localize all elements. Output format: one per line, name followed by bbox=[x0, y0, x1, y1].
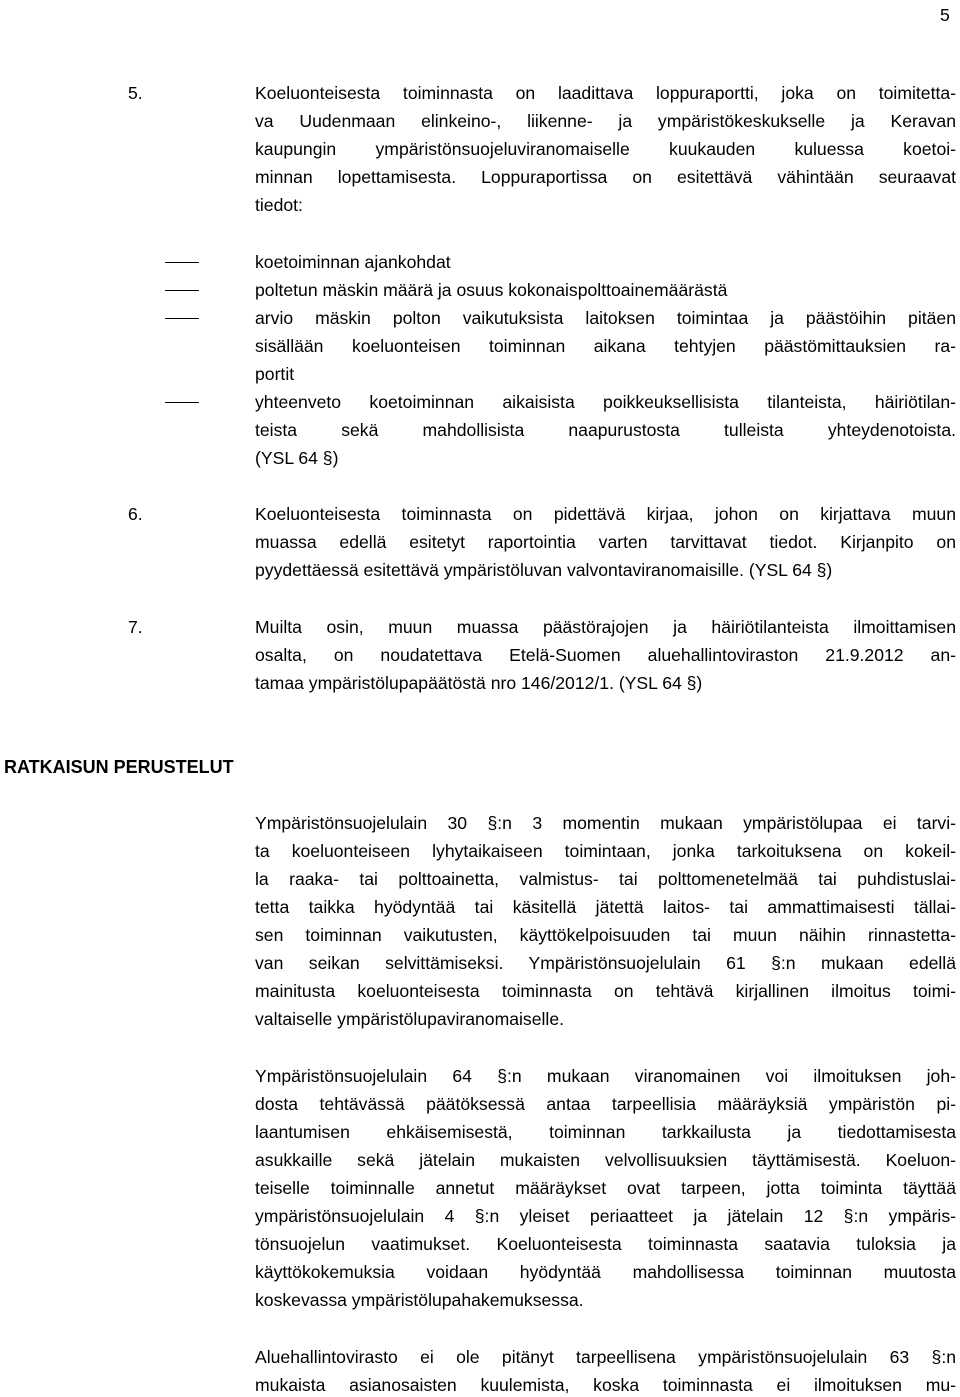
text-line: tiedot: bbox=[255, 195, 303, 215]
bullet-text: sisällään koeluonteisen toiminnan aikana tehtyjen päästömittauksien ra- bbox=[255, 336, 956, 356]
text-line: valtaiselle ympäristölupaviranomaiselle. bbox=[255, 1009, 565, 1029]
text-line: muassa edellä esitetyt raportointia varten tarvittavat tiedot. Kirjanpito on bbox=[255, 532, 956, 552]
text-line: asukkaille sekä jätelain mukaisten velvollisuuksien täyttämisestä. Koeluon- bbox=[255, 1150, 956, 1170]
bullet-text: koetoiminnan ajankohdat bbox=[255, 252, 451, 272]
text-line: tamaa ympäristölupapäätöstä nro 146/2012/1. (YSL 64 §) bbox=[255, 673, 703, 693]
text-line: osalta, on noudatettava Etelä-Suomen aluehallintoviraston 21.9.2012 an- bbox=[255, 645, 956, 665]
text-line: mukaista asianosaisten kuulemista, koska toiminnasta ei ilmoituksen mu- bbox=[255, 1375, 956, 1395]
text-line: tetta taikka hyödyntää tai käsitellä jätettä laitos- tai ammattimaisesti tällai- bbox=[255, 897, 956, 917]
text-line: Ympäristönsuojelulain 30 §:n 3 momentin mukaan ympäristölupaa ei tarvi- bbox=[255, 813, 956, 833]
bullet-text: portit bbox=[255, 364, 295, 384]
text-line: kaupungin ympäristönsuojeluviranomaiselle kuukauden kuluessa koetoi- bbox=[255, 139, 956, 159]
text-line: tönsuojelun vaatimukset. Koeluonteisesta toiminnasta saatavia tuloksia ja bbox=[255, 1234, 956, 1254]
text-line: mainitusta koeluonteisesta toiminnasta on tehtävä kirjallinen ilmoitus toimi- bbox=[255, 981, 956, 1001]
text-line: koskevassa ympäristölupahakemuksessa. bbox=[255, 1290, 584, 1310]
bullet-dash bbox=[165, 262, 199, 263]
text-line: pyydettäessä esitettävä ympäristöluvan valvontaviranomaisille. (YSL 64 §) bbox=[255, 560, 833, 580]
text-line: käyttökokemuksia voidaan hyödyntää mahdollisessa toiminnan muutosta bbox=[255, 1262, 956, 1282]
item-number: 6. bbox=[128, 504, 143, 524]
bullet-text: teista sekä mahdollisista naapurustosta tulleista yhteydenotoista. bbox=[255, 420, 956, 440]
text-line: Aluehallintovirasto ei ole pitänyt tarpeellisena ympäristönsuojelulain 63 §:n bbox=[255, 1347, 956, 1367]
text-line: Koeluonteisesta toiminnasta on pidettävä kirjaa, johon on kirjattava muun bbox=[255, 504, 956, 524]
text-line: la raaka- tai polttoainetta, valmistus- tai polttomenetelmää tai puhdistuslai- bbox=[255, 869, 956, 889]
text-line: Ympäristönsuojelulain 64 §:n mukaan viranomainen voi ilmoituksen joh- bbox=[255, 1066, 956, 1086]
bullet-text: poltetun mäskin määrä ja osuus kokonaispolttoainemäärästä bbox=[255, 280, 728, 300]
item-number: 7. bbox=[128, 617, 143, 637]
text-line: va Uudenmaan elinkeino-, liikenne- ja ympäristökeskukselle ja Keravan bbox=[255, 111, 956, 131]
text-line: Muilta osin, muun muassa päästörajojen ja häiriötilanteista ilmoittamisen bbox=[255, 617, 956, 637]
text-line: laantumisen ehkäisemisestä, toiminnan tarkkailusta ja tiedottamisesta bbox=[255, 1122, 956, 1142]
text-line: ympäristönsuojelulain 4 §:n yleiset periaatteet ja jätelain 12 §:n ympäris- bbox=[255, 1206, 956, 1226]
text-line: teiselle toiminnalle annetut määräykset ovat tarpeen, jotta toiminta täyttää bbox=[255, 1178, 956, 1198]
text-line: dosta tehtävässä päätöksessä antaa tarpeellisia määräyksiä ympäristön pi- bbox=[255, 1094, 956, 1114]
bullet-text: arvio mäskin polton vaikutuksista laitoksen toimintaa ja päästöihin pitäen bbox=[255, 308, 956, 328]
bullet-dash bbox=[165, 290, 199, 291]
item-number: 5. bbox=[128, 83, 143, 103]
bullet-dash bbox=[165, 402, 199, 403]
bullet-text: yhteenveto koetoiminnan aikaisista poikkeuksellisista tilanteista, häiriötilan- bbox=[255, 392, 956, 412]
text-line: minnan lopettamisesta. Loppuraportissa on esitettävä vähintään seuraavat bbox=[255, 167, 956, 187]
bullet-text: (YSL 64 §) bbox=[255, 448, 339, 468]
text-line: van seikan selvittämiseksi. Ympäristönsuojelulain 61 §:n mukaan edellä bbox=[255, 953, 956, 973]
bullet-dash bbox=[165, 318, 199, 319]
text-line: Koeluonteisesta toiminnasta on laadittava loppuraportti, joka on toimitetta- bbox=[255, 83, 956, 103]
section-heading: RATKAISUN PERUSTELUT bbox=[4, 757, 234, 777]
text-line: ta koeluonteiseen lyhytaikaiseen toimintaan, jonka tarkoituksena on kokeil- bbox=[255, 841, 956, 861]
text-line: sen toiminnan vaikutusten, käyttökelpoisuuden tai muun näihin rinnastetta- bbox=[255, 925, 956, 945]
page-number: 5 bbox=[940, 5, 950, 25]
